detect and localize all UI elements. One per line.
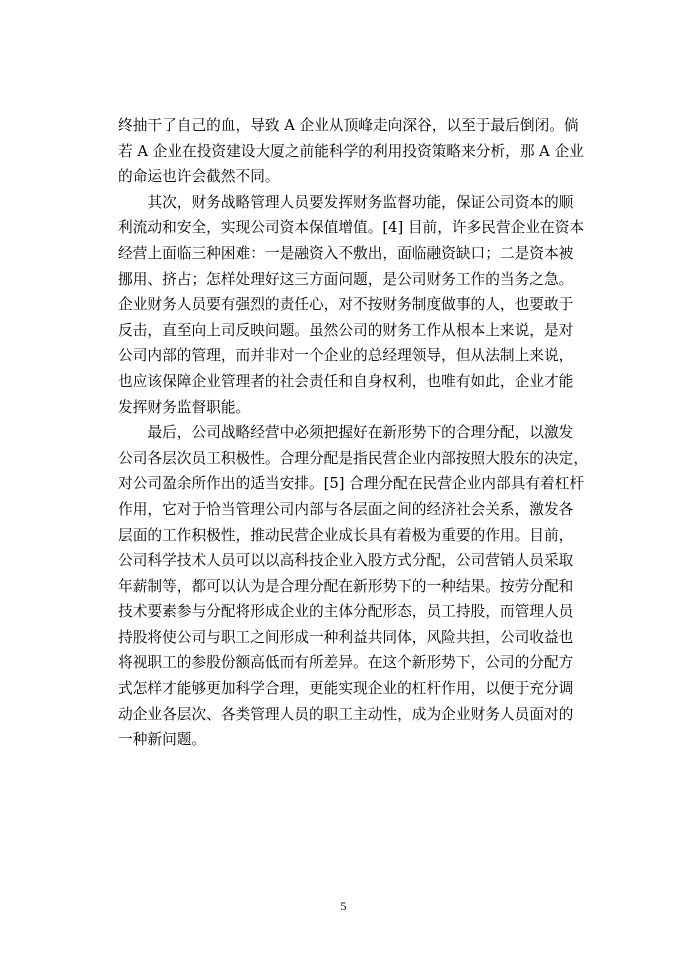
text-line: 技术要素参与分配将形成企业的主体分配形态，员工持股，而管理人员 <box>118 603 574 621</box>
page-number: 5 <box>340 899 347 913</box>
text-line: 终抽干了自己的血，导致 A 企业从顶峰走向深谷，以至于最后倒闭。倘 <box>118 117 579 134</box>
text-line: 公司科学技术人员可以以高科技企业入股方式分配，公司营销人员采取 <box>118 552 574 570</box>
text-line: 动企业各层次、各类管理人员的职工主动性，成为企业财务人员面对的 <box>118 705 574 723</box>
text-line: 年薪制等，都可以认为是合理分配在新形势下的一种结果。按劳分配和 <box>118 577 574 595</box>
text-line: 利流动和安全，实现公司资本保值增值。[4] 目前，许多民营企业在资本 <box>118 219 585 237</box>
paragraph <box>118 190 585 420</box>
text-line: 若 A 企业在投资建设大厦之前能科学的利用投资策略来分析，那 A 企业 <box>118 142 584 160</box>
text-line: 一种新问题。 <box>118 731 207 749</box>
paragraph <box>118 113 584 190</box>
text-line: 公司各层次员工积极性。合理分配是指民营企业内部按照大股东的决定， <box>118 449 589 467</box>
text-line: 式怎样才能够更加科学合理，更能实现企业的杠杆作用，以便于充分调 <box>118 680 574 698</box>
text-line: 作用，它对于恰当管理公司内部与各层面之间的经济社会关系，激发各 <box>118 500 574 518</box>
text-line: 反击，直至向上司反映问题。虽然公司的财务工作从根本上来说，是对 <box>118 321 574 339</box>
text-line: 持股将使公司与职工之间形成一种利益共同体，风险共担，公司收益也 <box>118 628 574 646</box>
text-line: 层面的工作积极性，推动民营企业成长具有着极为重要的作用。目前， <box>118 526 574 544</box>
text-line: 经营上面临三种困难：一是融资入不敷出，面临融资缺口；二是资本被 <box>118 244 574 262</box>
text-line: 公司内部的管理，而并非对一个企业的总经理领导，但从法制上来说， <box>118 347 574 365</box>
text-line: 的命运也许会截然不同。 <box>118 168 280 186</box>
text-line: 最后，公司战略经营中必须把握好在新形势下的合理分配，以激发 <box>118 424 574 442</box>
text-line: 也应该保障企业管理者的社会责任和自身权利，也唯有如此，企业才能 <box>118 372 574 390</box>
text-line: 对公司盈余所作出的适当安排。[5] 合理分配在民营企业内部具有着杠杆 <box>118 475 585 493</box>
text-line: 将视职工的参股份额高低而有所差异。在这个新形势下，公司的分配方 <box>118 654 574 672</box>
text-line: 企业财务人员要有强烈的责任心，对不按财务制度做事的人，也要敢于 <box>118 296 574 314</box>
text-line: 其次，财务战略管理人员要发挥财务监督功能，保证公司资本的顺 <box>118 193 574 211</box>
paragraph <box>118 420 589 753</box>
text-line: 挪用、挤占；怎样处理好这三方面问题，是公司财务工作的当务之急。 <box>118 270 574 288</box>
body-text <box>118 113 589 753</box>
text-line: 发挥财务监督职能。 <box>118 398 251 416</box>
